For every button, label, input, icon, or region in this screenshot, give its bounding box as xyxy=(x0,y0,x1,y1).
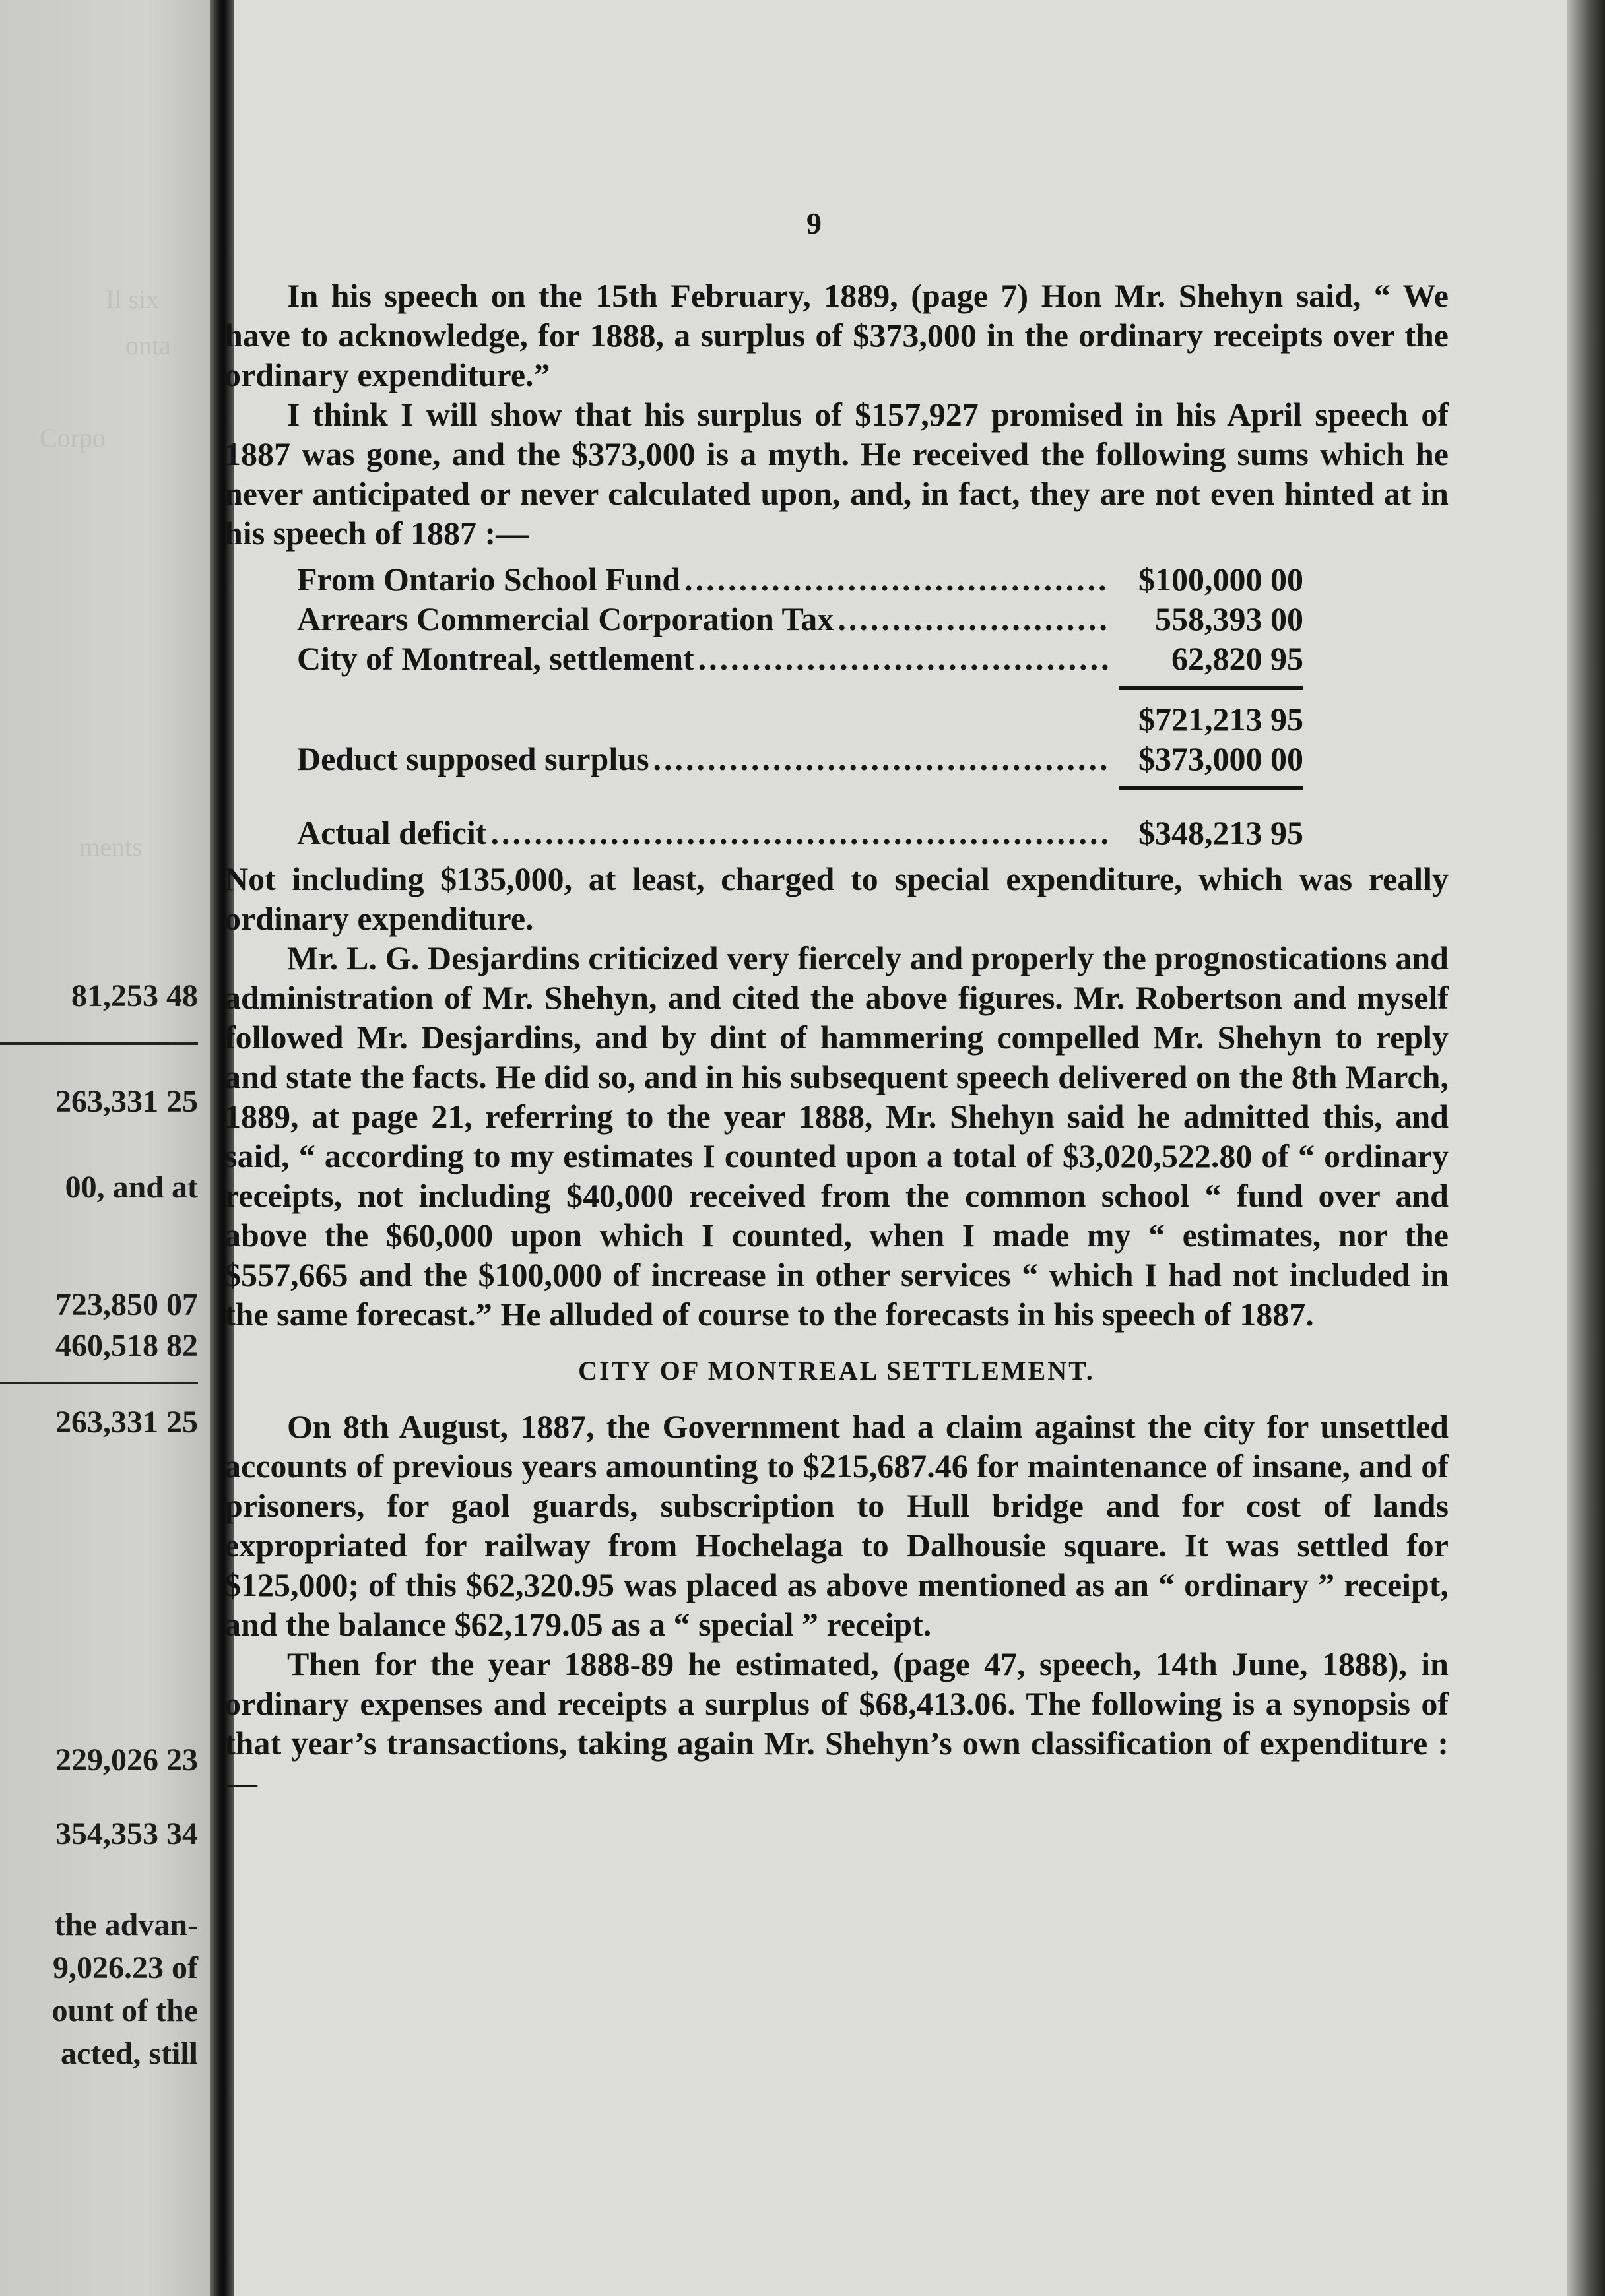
left-figure: 354,353 34 xyxy=(55,1816,198,1851)
ledger-amount: $100,000 00 xyxy=(1138,561,1303,598)
ledger-amount: $348,213 95 xyxy=(1138,814,1303,851)
leader-dots xyxy=(653,739,1108,779)
ledger-amount: 62,820 95 xyxy=(1171,640,1303,677)
left-figure: acted, still xyxy=(61,2036,198,2071)
page-text xyxy=(224,276,1449,1802)
left-rule xyxy=(0,1042,198,1045)
ledger-label: From Ontario School Fund xyxy=(297,561,681,598)
ledger-total-row xyxy=(297,699,1303,739)
left-rule xyxy=(0,1382,198,1384)
ledger xyxy=(297,559,1303,852)
left-figure: 229,026 23 xyxy=(55,1742,198,1777)
ledger-amount: 558,393 00 xyxy=(1155,600,1303,637)
leader-dots xyxy=(490,813,1108,852)
ledger-row xyxy=(297,559,1303,599)
left-figure: 81,253 48 xyxy=(71,978,198,1013)
leader-dots xyxy=(698,639,1108,678)
leader-dots xyxy=(684,559,1108,599)
paragraph: Then for the year 1888-89 he estimated, (page 47, speech, 14th June, 1888), in ordinary expenses and receipts a surplus of $68,413.06. The following is a synopsis of that year’s transactions, taking again Mr. Shehyn’s own classification of expenditure :— xyxy=(224,1645,1449,1801)
ledger-total: $721,213 95 xyxy=(1138,701,1303,738)
left-figure: 263,331 25 xyxy=(55,1405,198,1440)
ledger-label: City of Montreal, settlement xyxy=(297,640,694,677)
left-figure: the advan- xyxy=(54,1907,198,1942)
paragraph: In his speech on the 15th February, 1889, (page 7) Hon Mr. Shehyn said, “ We have to acknowledge, for 1888, a surplus of $373,000 in the ordinary receipts over the ordinary expenditure.” xyxy=(224,277,1449,393)
paragraph: Mr. L. G. Desjardins criticized very fiercely and properly the prognostications and administration of Mr. Shehyn, and cited the above figures. Mr. Robertson and myself followed Mr. Desjardins, and by dint of hammering compelled Mr. Shehyn to reply and state the facts. He did so, and in his subsequent speech delivered on the 8th March, 1889, at page 21, referring to the year 1888, Mr. Shehyn said he admitted this, and said, “ according to my estimates I counted upon a total of $3,020,522.80 of “ ordinary receipts, not including $40,000 received from the common school “ fund over and above the $60,000 upon which I counted, when I made my “ estimates, nor the $557,665 and the $100,000 of increase in other services “ which I had not included in the same forecast.” He alluded of course to the forecasts in his speech of 1887. xyxy=(224,940,1449,1333)
ledger-label: Arrears Commercial Corporation Tax xyxy=(297,600,834,637)
paragraph: Not including $135,000, at least, charged to special expenditure, which was really ordinary expenditure. xyxy=(224,860,1449,937)
paragraph: On 8th August, 1887, the Government had a claim against the city for unsettled accounts of previous years amounting to $215,687.46 for maintenance of insane, and of prisoners, for gaol guards, subscription to Hull bridge and for cost of lands expropriated for railway from Hochelaga to Dalhousie square. It was settled for $125,000; of this $62,320.95 was placed as above mentioned as an “ ordinary ” receipt, and the balance $62,179.05 as a “ special ” receipt. xyxy=(224,1408,1449,1643)
left-page-fragment: Il six onta Corpo ments 81,253 48 263,331 25 00, and at 723,850 07 460,518 82 263,331 25 229,026 23 354,353 34 the advan- 9,026.23 of ount of the acted, still xyxy=(0,0,210,2296)
ledger-label: Actual deficit xyxy=(297,814,487,851)
left-figure: ount of the xyxy=(51,1993,198,2028)
section-heading: CITY OF MONTREAL SETTLEMENT. xyxy=(578,1356,1095,1386)
left-figure: 9,026.23 of xyxy=(53,1950,198,1985)
left-figure: 723,850 07 xyxy=(55,1287,198,1322)
leader-dots xyxy=(837,599,1108,639)
ledger-label: Deduct supposed surplus xyxy=(297,740,649,777)
ledger-row xyxy=(297,599,1303,639)
ledger-row xyxy=(297,639,1303,678)
ledger-row xyxy=(297,739,1303,779)
ledger-row xyxy=(297,813,1303,852)
left-figure: 263,331 25 xyxy=(55,1084,198,1119)
left-figure: 00, and at xyxy=(65,1170,198,1205)
sum-rule xyxy=(1119,786,1303,790)
left-figure: 460,518 82 xyxy=(55,1328,198,1363)
sum-rule xyxy=(1119,686,1303,690)
ledger-amount: $373,000 00 xyxy=(1138,740,1303,777)
paragraph: I think I will show that his surplus of $157,927 promised in his April speech of 1887 was gone, and the $373,000 is a myth. He received the following sums which he never anticipated or never calculated upon, and, in fact, they are not even hinted at in his speech of 1887 :— xyxy=(224,396,1449,552)
page-edge xyxy=(1567,0,1605,2296)
page-number: 9 xyxy=(806,207,822,240)
